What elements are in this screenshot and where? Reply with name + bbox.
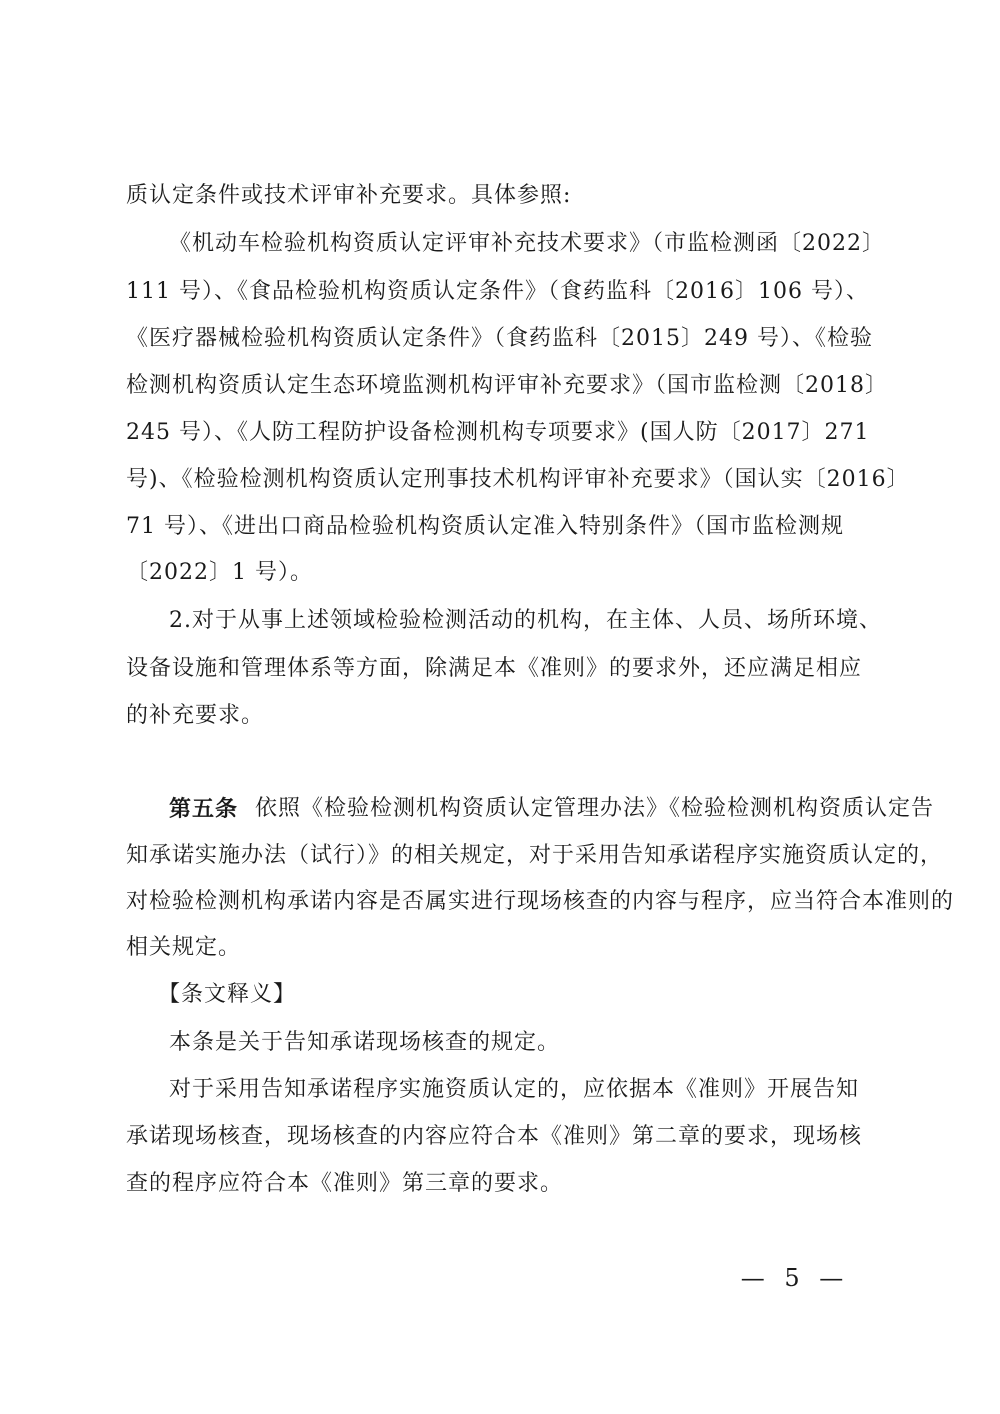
text-line: 对于采用告知承诺程序实施资质认定的，应依据本《准则》开展告知 [169, 1077, 860, 1102]
paragraph-line [0, 512, 1000, 542]
paragraph-line [0, 1075, 1000, 1105]
paragraph-line [0, 465, 1000, 495]
paragraph-line [0, 229, 1000, 259]
text-line: 《机动车检验机构资质认定评审补充技术要求》（市监检测函〔2022〕 [169, 231, 885, 256]
paragraph-line [0, 1169, 1000, 1199]
paragraph-line [0, 654, 1000, 684]
paragraph-line [0, 558, 1000, 588]
text-line: 111 号）、《食品检验机构资质认定条件》（食药监科〔2016〕106 号）、 [126, 279, 869, 304]
text-line: 设备设施和管理体系等方面，除满足本《准则》的要求外，还应满足相应 [126, 656, 863, 681]
text-line: 承诺现场核查，现场核查的内容应符合本《准则》第二章的要求，现场核 [126, 1124, 863, 1149]
text-line: 对检验检测机构承诺内容是否属实进行现场核查的内容与程序，应当符合本准则的 [126, 889, 955, 914]
interpretation-heading: 【条文释义】 [158, 982, 297, 1007]
paragraph-line [0, 324, 1000, 354]
paragraph-line [0, 887, 1000, 917]
paragraph-line [0, 701, 1000, 731]
page-number: — 5 — [740, 1264, 850, 1292]
paragraph-line [0, 1122, 1000, 1152]
text-line: 〔2022〕1 号）。 [126, 560, 313, 585]
text-line: 245 号）、《人防工程防护设备检测机构专项要求》(国人防〔2017〕271 [126, 420, 870, 445]
text-line: 依照《检验检测机构资质认定管理办法》《检验检测机构资质认定告 [255, 796, 935, 821]
text-line: 号)、《检验检测机构资质认定刑事技术机构评审补充要求》（国认实〔2016〕 [126, 467, 910, 492]
text-line: 相关规定。 [126, 935, 242, 960]
paragraph-line [0, 606, 1000, 636]
text-line: 《医疗器械检验机构资质认定条件》（食药监科〔2015〕249 号）、《检验 [126, 326, 873, 351]
text-line: 知承诺实施办法（试行）》的相关规定，对于采用告知承诺程序实施资质认定的， [126, 843, 944, 868]
paragraph-line [0, 371, 1000, 401]
section-heading-line [0, 980, 1000, 1010]
text-line: 本条是关于告知承诺现场核查的规定。 [169, 1030, 561, 1055]
text-line: 71 号）、《进出口商品检验机构资质认定准入特别条件》（国市监检测规 [126, 514, 844, 539]
paragraph-line [0, 1028, 1000, 1058]
text-line: 2.对于从事上述领域检验检测活动的机构，在主体、人员、场所环境、 [169, 608, 882, 633]
text-line: 检测机构资质认定生态环境监测机构评审补充要求》（国市监检测〔2018〕 [126, 373, 888, 398]
paragraph-line [0, 841, 1000, 871]
paragraph-line [0, 933, 1000, 963]
paragraph-line [0, 418, 1000, 448]
article-line [0, 794, 1000, 824]
text-line: 查的程序应符合本《准则》第三章的要求。 [126, 1171, 564, 1196]
text-line: 质认定条件或技术评审补充要求。具体参照: [126, 183, 572, 208]
article-heading: 第五条 [169, 796, 239, 822]
paragraph-line [0, 277, 1000, 307]
paragraph-line [0, 181, 1000, 211]
text-line: 的补充要求。 [126, 703, 265, 728]
